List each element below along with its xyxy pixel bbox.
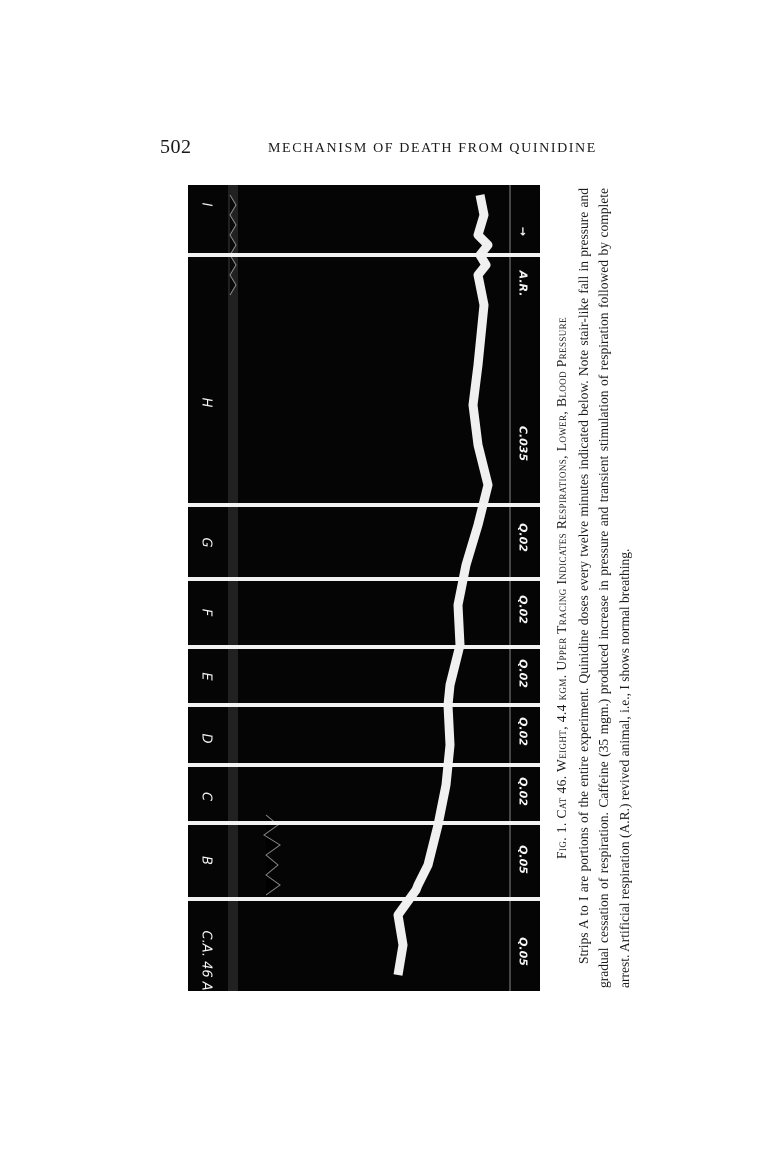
- running-head: MECHANISM OF DEATH FROM QUINIDINE: [268, 141, 597, 156]
- strip-label-g: G: [198, 537, 214, 548]
- strip-divider: [188, 253, 540, 257]
- strip-label-a: C.A. 46 A: [198, 930, 214, 991]
- strip-divider: [188, 703, 540, 707]
- strip-label-d: D: [198, 733, 214, 744]
- caption-title: Fig. 1. Cat 46. Weight, 4.4 kgm. Upper Tracing Indicates Respirations, Lower, Blood Pressure: [554, 317, 569, 859]
- blood-pressure-trace: [398, 195, 488, 975]
- dose-label-b: Q.05: [516, 845, 530, 874]
- kymograph-traces: [188, 185, 540, 991]
- strip-label-b: B: [198, 856, 214, 865]
- dose-label-h: C.035: [516, 425, 530, 462]
- dose-label-f: Q.02: [516, 595, 530, 624]
- dose-label-a: Q.05: [516, 937, 530, 966]
- strip-divider: [188, 763, 540, 767]
- dose-label-g: Q.02: [516, 523, 530, 552]
- dose-label-d: Q.02: [516, 717, 530, 746]
- figure-caption: [552, 188, 635, 988]
- strip-label-i: I: [198, 202, 214, 207]
- strip-divider: [188, 577, 540, 581]
- page-number: 502: [160, 136, 192, 158]
- caption-body: Strips A to I are portions of the entire experiment. Quinidine doses every twelve minutes indicated below. Note stair-like fall in pressure and gradual cessation of respiration. Caffeine (35 mgm.) produced increase in pressure and transient stimulation of respiration followed by complete arrest. Artificial respiration (A.R.) revived animal, i.e., I shows normal breathing.: [575, 188, 632, 988]
- strip-divider: [188, 897, 540, 901]
- dose-label-arrow: →: [516, 226, 530, 237]
- dose-label-c: Q.02: [516, 777, 530, 806]
- strip-divider: [188, 503, 540, 507]
- strip-label-h: H: [198, 397, 214, 408]
- strip-divider: [188, 645, 540, 649]
- strip-divider: [188, 821, 540, 825]
- strip-label-f: F: [198, 608, 214, 617]
- strip-label-c: C: [198, 791, 214, 802]
- kymograph-figure: [188, 185, 540, 991]
- dose-label-ar: A.R.: [516, 270, 530, 297]
- strip-label-e: E: [198, 672, 214, 681]
- dose-label-e: Q.02: [516, 659, 530, 688]
